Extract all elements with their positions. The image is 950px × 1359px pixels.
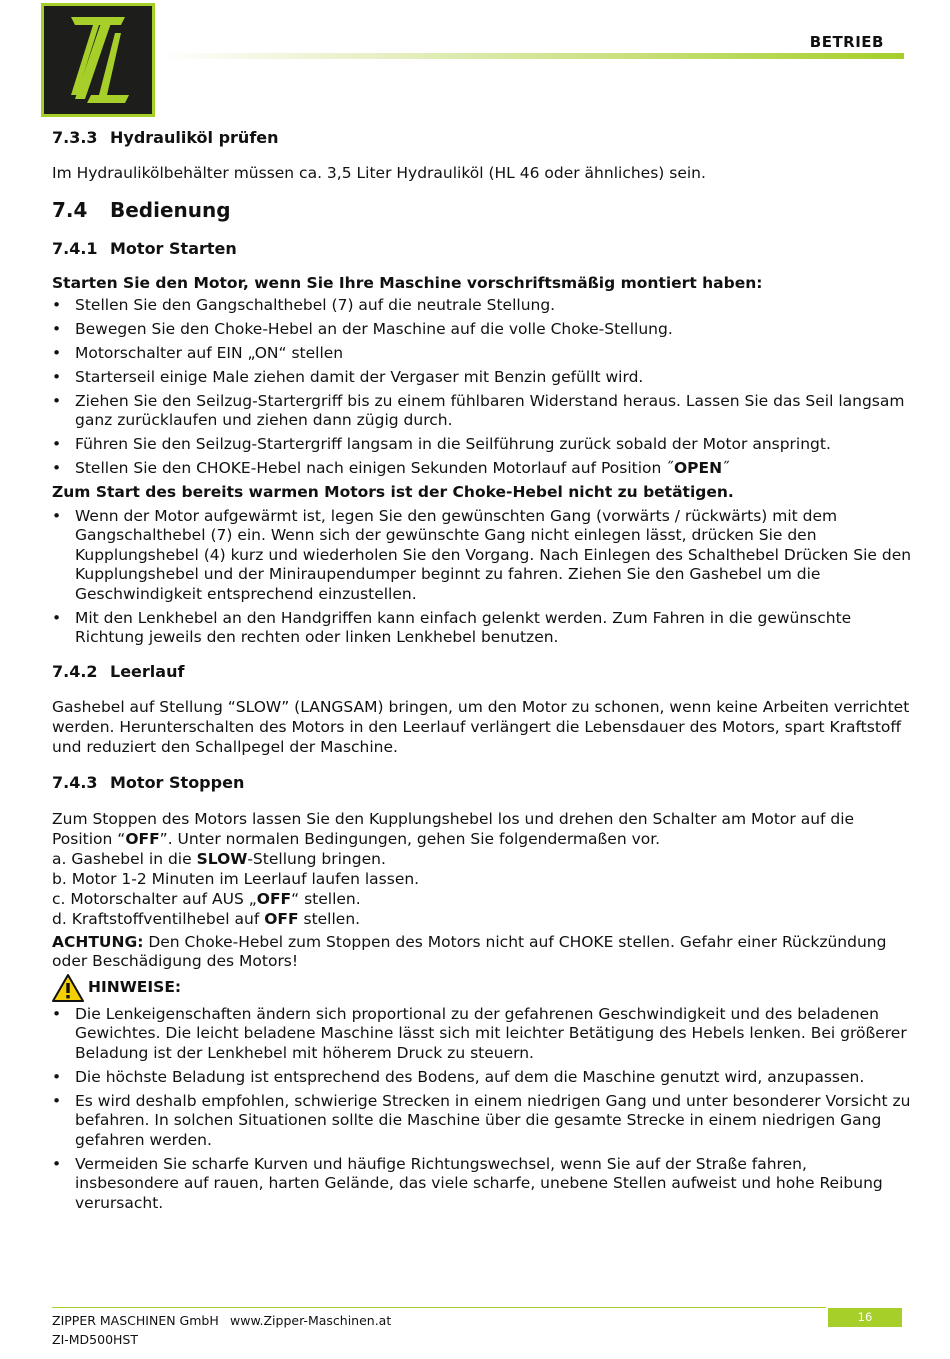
list-item: • Vermeiden Sie scharfe Kurven und häufige Richtungswechsel, wenn Sie auf der Straße fahren, insbesondere auf rauen, harten Gelände, das viele scharfe, unebene Stellen aufweist und hohe Reibung verursacht. [52, 1155, 912, 1214]
list-item: • Es wird deshalb empfohlen, schwierige Strecken in einem niedrigen Gang und unter besonderer Vorsicht zu befahren. In solchen Situationen sollte die Maschine über die gesamte Strecke in einem niedrigen Gang gefahren werden. [52, 1092, 912, 1151]
heading-7-4-1: 7.4.1 Motor Starten [52, 238, 237, 258]
stop-step-c: c. Motorschalter auf AUS „OFF“ stellen. [52, 889, 361, 908]
footer-divider [52, 1307, 826, 1308]
list-item: • Wenn der Motor aufgewärmt ist, legen Sie den gewünschten Gang (vorwärts / rückwärts) mit dem Gangschalthebel (7) ein. Wenn sich der gewünschte Gang nicht einlegen lässt, drücken Sie den Kupplungshebel (4) kurz und wiederholen Sie den Vorgang. Nach Einlegen des Schalthebel Drücken Sie den Kupplungshebel und der Miniraupendumper beginnt zu fahren. Ziehen Sie den Gashebel um die Geschwindigkeit entsprechend einzustellen. [52, 507, 912, 605]
footer-company: ZIPPER MASCHINEN GmbH [52, 1313, 219, 1328]
start-intro: Starten Sie den Motor, wenn Sie Ihre Maschine vorschriftsmäßig montiert haben: [52, 274, 763, 292]
header-divider [158, 53, 904, 59]
stop-step-a: a. Gashebel in die SLOW-Stellung bringen. [52, 849, 386, 868]
heading-7-3-3: 7.3.3 Hydrauliköl prüfen [52, 128, 279, 147]
stop-step-b: b. Motor 1-2 Minuten im Leerlauf laufen lassen. [52, 869, 420, 888]
list-item: • Starterseil einige Male ziehen damit der Vergaser mit Benzin gefüllt wird. [52, 368, 912, 388]
zipper-logo-icon [41, 3, 155, 117]
driving-steps-list [52, 507, 912, 648]
notes-list [52, 1005, 912, 1214]
list-item: • Bewegen Sie den Choke-Hebel an der Maschine auf die volle Choke-Stellung. [52, 320, 912, 340]
list-item: • Mit den Lenkhebel an den Handgriffen kann einfach gelenkt werden. Zum Fahren in die gewünschte Richtung jeweils den rechten oder linken Lenkhebel benutzen. [52, 609, 912, 648]
heading-7-4-3: 7.4.3 Motor Stoppen [52, 773, 245, 792]
header-section-title: BETRIEB [809, 33, 884, 51]
warm-engine-note: Zum Start des bereits warmen Motors ist der Choke-Hebel nicht zu betätigen. [52, 483, 734, 501]
page-number: 16 [828, 1308, 902, 1327]
list-item: • Stellen Sie den Gangschalthebel (7) auf die neutrale Stellung. [52, 296, 912, 316]
warning-paragraph: ACHTUNG: Den Choke-Hebel zum Stoppen des Motors nicht auf CHOKE stellen. Gefahr einer Rückzündung oder Beschädigung des Motors! [52, 932, 887, 970]
page-content [52, 128, 912, 1218]
paragraph-idle: Gashebel auf Stellung “SLOW” (LANGSAM) bringen, um den Motor zu schonen, wenn keine Arbeiten verrichtet werden. Herunterschalten des Motors in den Leerlauf verlängert die Lebensdauer des Motors, spart Kraftstoff und reduziert den Schallpegel der Maschine. [52, 698, 910, 756]
heading-7-4-2: 7.4.2 Leerlauf [52, 661, 185, 681]
footer-model-number: ZI-MD500HST [52, 1332, 138, 1347]
footer-website-link[interactable]: www.Zipper-Maschinen.at [230, 1313, 392, 1328]
list-item: • Führen Sie den Seilzug-Startergriff langsam in die Seilführung zurück sobald der Motor anspringt. [52, 435, 912, 455]
list-item: • Stellen Sie den CHOKE-Hebel nach einigen Sekunden Motorlauf auf Position ˝OPEN˝ [52, 459, 912, 479]
notes-title: HINWEISE: [88, 977, 182, 996]
notes-heading [52, 973, 912, 1003]
list-item: • Motorschalter auf EIN „ON“ stellen [52, 344, 912, 364]
list-item: • Die Lenkeigenschaften ändern sich proportional zu der gefahrenen Geschwindigkeit und des beladenen Gewichtes. Die leicht beladene Maschine lässt sich mit leichter Betätigung des Hebels lenken. Bei größerer Beladung ist der Lenkhebel mit höherem Druck zu steuern. [52, 1005, 912, 1064]
list-item: • Ziehen Sie den Seilzug-Startergriff bis zu einem fühlbaren Widerstand heraus. Lassen Sie das Seil langsam ganz zurücklaufen und ziehen dann zügig durch. [52, 392, 912, 431]
warning-triangle-icon [52, 973, 84, 1003]
paragraph-stop-intro: Zum Stoppen des Motors lassen Sie den Kupplungshebel los und drehen den Schalter am Motor auf die Position “OFF”. Unter normalen Bedingungen, gehen Sie folgendermaßen vor. [52, 809, 855, 848]
start-steps-list [52, 296, 912, 479]
heading-7-4: 7.4 Bedienung [52, 198, 231, 222]
stop-step-d: d. Kraftstoffventilhebel auf OFF stellen. [52, 909, 361, 928]
list-item: • Die höchste Beladung ist entsprechend des Bodens, auf dem die Maschine genutzt wird, anzupassen. [52, 1068, 912, 1088]
paragraph-hydraulic-oil: Im Hydraulikölbehälter müssen ca. 3,5 Liter Hydrauliköl (HL 46 oder ähnliches) sein. [52, 163, 706, 182]
